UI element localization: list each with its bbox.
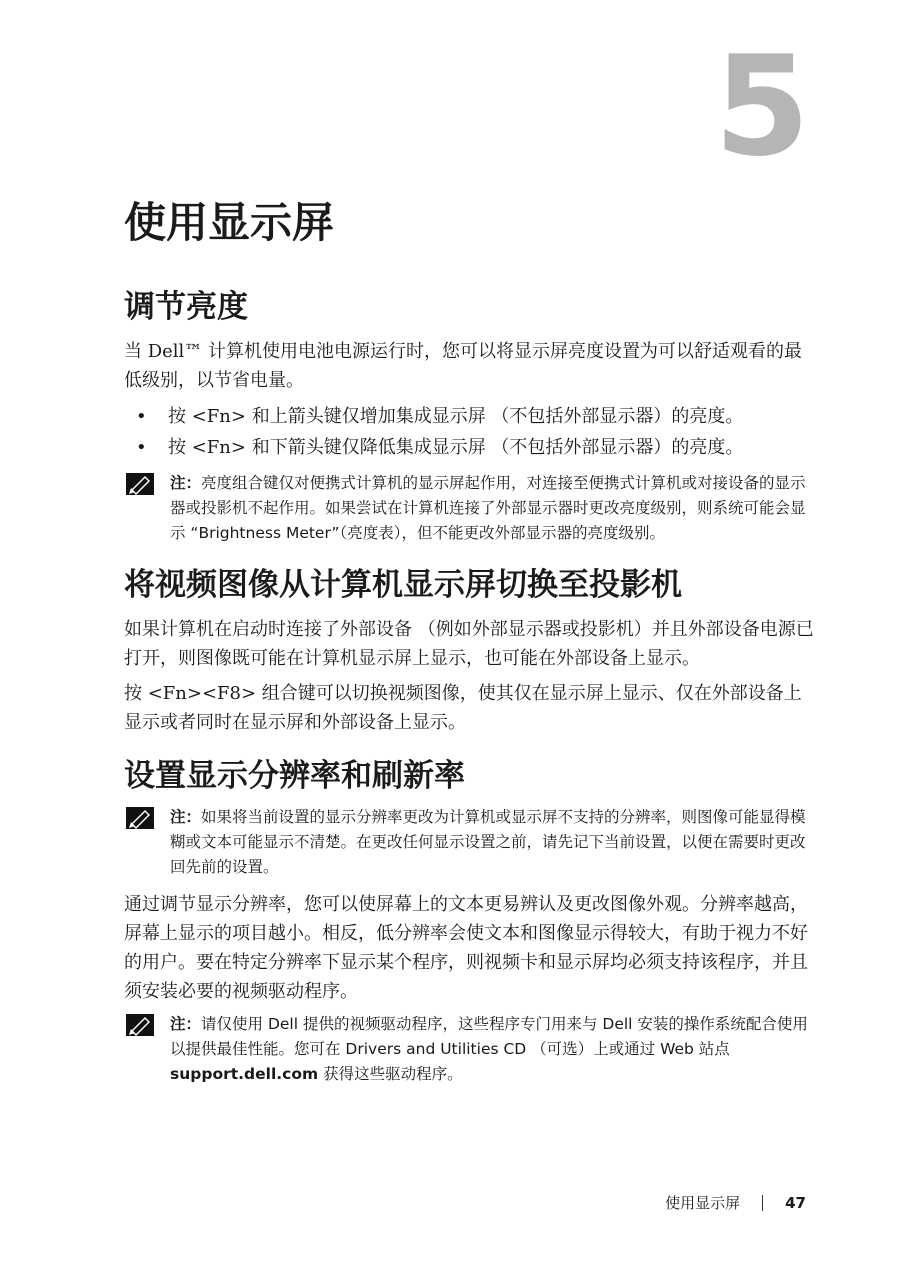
page-content (124, 288, 814, 1107)
bullet-icon: • (136, 436, 147, 458)
note-text: 亮度组合键仅对便携式计算机的显示屏起作用，对连接至便携式计算机或对接设备的显示器或投影机不起作用。如果尝试在计算机连接了外部显示器时更改亮度级别，则系统可能会显示 “Brightness Meter”（亮度表），但不能更改外部显示器的亮度级别。 (170, 473, 806, 542)
projector-para-2: 按 <Fn><F8> 组合键可以切换视频图像，使其仅在显示屏上显示、仅在外部设备上显示或者同时在显示屏和外部设备上显示。 (124, 682, 802, 733)
note-label: 注： (170, 1015, 202, 1034)
note-label: 注： (170, 473, 202, 492)
footer-title: 使用显示屏 (665, 1194, 741, 1212)
section-heading-resolution: 设置显示分辨率和刷新率 (124, 757, 465, 794)
projector-para-1: 如果计算机在启动时连接了外部设备 （例如外部显示器或投影机）并且外部设备电源已打开，则图像既可能在计算机显示屏上显示，也可能在外部设备上显示。 (124, 618, 814, 669)
section-projector (124, 566, 814, 737)
bullet-text: 按 <Fn> 和上箭头键仅增加集成显示屏 （不包括外部显示器）的亮度。 (168, 405, 744, 427)
support-link[interactable]: support.dell.com (170, 1065, 319, 1084)
page-footer (665, 1192, 806, 1213)
footer-divider (762, 1195, 763, 1211)
section-heading-projector: 将视频图像从计算机显示屏切换至投影机 (124, 566, 682, 603)
bullet-text: 按 <Fn> 和下箭头键仅降低集成显示屏 （不包括外部显示器）的亮度。 (168, 436, 744, 458)
chapter-number: 5 (713, 26, 810, 187)
page-number: 47 (785, 1193, 806, 1212)
section-resolution (124, 757, 814, 1088)
chapter-title: 使用显示屏 (124, 198, 335, 247)
bullet-icon: • (136, 405, 147, 427)
list-item (124, 401, 814, 432)
note-text: 请仅使用 Dell 提供的视频驱动程序，这些程序专门用来与 Dell 安装的操作系统配合使用以提供最佳性能。您可在 Drivers and Utilities CD （可选）上或通过 Web 站点 (170, 1015, 808, 1059)
note-text-end: 获得这些驱动程序。 (318, 1065, 463, 1084)
note-brightness (124, 471, 814, 546)
note-text: 如果将当前设置的显示分辨率更改为计算机或显示屏不支持的分辨率，则图像可能显得模糊或文本可能显示不清楚。在更改任何显示设置之前，请先记下当前设置，以便在需要时更改回先前的设置。 (170, 808, 806, 877)
pencil-note-icon (126, 473, 154, 495)
section-heading-brightness: 调节亮度 (124, 289, 248, 325)
section-brightness (124, 288, 814, 546)
pencil-note-icon (126, 807, 154, 829)
pencil-note-icon (126, 1014, 154, 1036)
resolution-para: 通过调节显示分辨率，您可以使屏幕上的文本更易辨认及更改图像外观。分辨率越高，屏幕上显示的项目越小。相反，低分辨率会使文本和图像显示得较大，有助于视力不好的用户。要在特定分辨率下显示某个程序，则视频卡和显示屏均必须支持该程序，并且须安装必要的视频驱动程序。 (124, 894, 808, 1003)
brightness-bullet-list (124, 401, 814, 463)
note-resolution-1 (124, 805, 814, 880)
brightness-intro: 当 Dell™ 计算机使用电池电源运行时，您可以将显示屏亮度设置为可以舒适观看的最低级别，以节省电量。 (124, 340, 803, 391)
note-label: 注： (170, 808, 202, 827)
list-item (124, 432, 814, 463)
note-resolution-2 (124, 1012, 814, 1087)
